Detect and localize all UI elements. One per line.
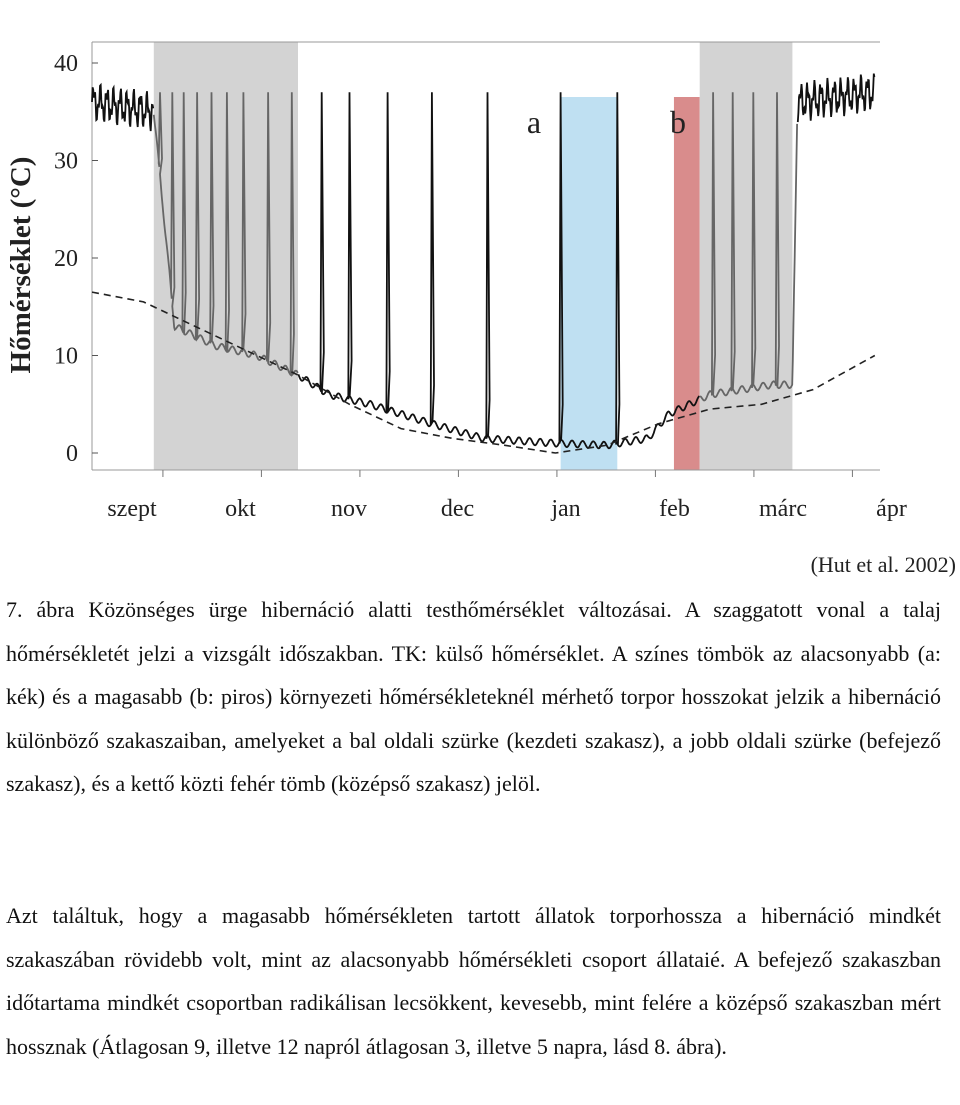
x-tick-label: okt bbox=[225, 496, 256, 522]
shaded-regions bbox=[154, 42, 793, 470]
body-paragraph: Azt találtuk, hogy a magasabb hőmérsékleten tartott állatok torporhossza a hibernáció mindkét szakaszában rövidebb volt, mint az alacsonyabb hőmérsékleti csoport állataié. A befejező szakaszban időtartama mindkét csoportban radikálisan lecsökkent, kevesebb, mint felére a középső szakaszban mért hossznak (Átlagosan 9, illetve 12 napról átlagosan 3, illetve 5 napra, lásd 8. ábra). bbox=[6, 903, 941, 1059]
x-tick-label: nov bbox=[331, 496, 367, 522]
block-label-a: a bbox=[526, 104, 542, 140]
y-axis-ticks bbox=[54, 51, 98, 467]
y-tick-label: 0 bbox=[66, 441, 78, 467]
x-tick-label: ápr bbox=[876, 496, 907, 522]
body-temperature-trace-start bbox=[92, 85, 153, 131]
y-axis-label: Hőmérséklet (°C) bbox=[5, 156, 37, 374]
y-tick-label: 40 bbox=[54, 51, 78, 77]
block-label-b: b bbox=[670, 104, 686, 140]
y-tick-label: 20 bbox=[54, 246, 78, 272]
x-tick-label: dec bbox=[440, 496, 475, 522]
figure-caption: 7. ábra Közönséges ürge hibernáció alatti testhőmérséklet változásai. A szaggatott vonal a talaj hőmérsékletét jelzi a vizsgált időszakban. TK: külső hőmérséklet. A színes tömbök az alacsonyabb (a: kék) és a magasabb (b: piros) környezeti hőmérsékleteknél mérhető torpor hosszokat jelzik a hibernáció különböző szakaszaiban, amelyeket a bal oldali szürke (kezdeti szakasz), a jobb oldali szürke (befejező szakasz), és a kettő közti fehér tömb (középső szakasz) jelöl. bbox=[6, 597, 941, 796]
citation: (Hut et al. 2002) bbox=[810, 552, 956, 577]
x-axis-ticks bbox=[107, 470, 906, 522]
x-tick-label: márc bbox=[759, 496, 807, 522]
shaded-region-b bbox=[674, 97, 700, 470]
body-temperature-trace-end bbox=[798, 74, 875, 123]
x-tick-label: feb bbox=[659, 496, 690, 522]
x-tick-label: szept bbox=[107, 496, 157, 522]
x-tick-label: jan bbox=[551, 496, 581, 522]
y-tick-label: 10 bbox=[54, 343, 78, 370]
shaded-region-a bbox=[561, 97, 618, 470]
body-temperature-trace-middle bbox=[298, 92, 699, 448]
y-tick-label: 30 bbox=[54, 148, 78, 175]
